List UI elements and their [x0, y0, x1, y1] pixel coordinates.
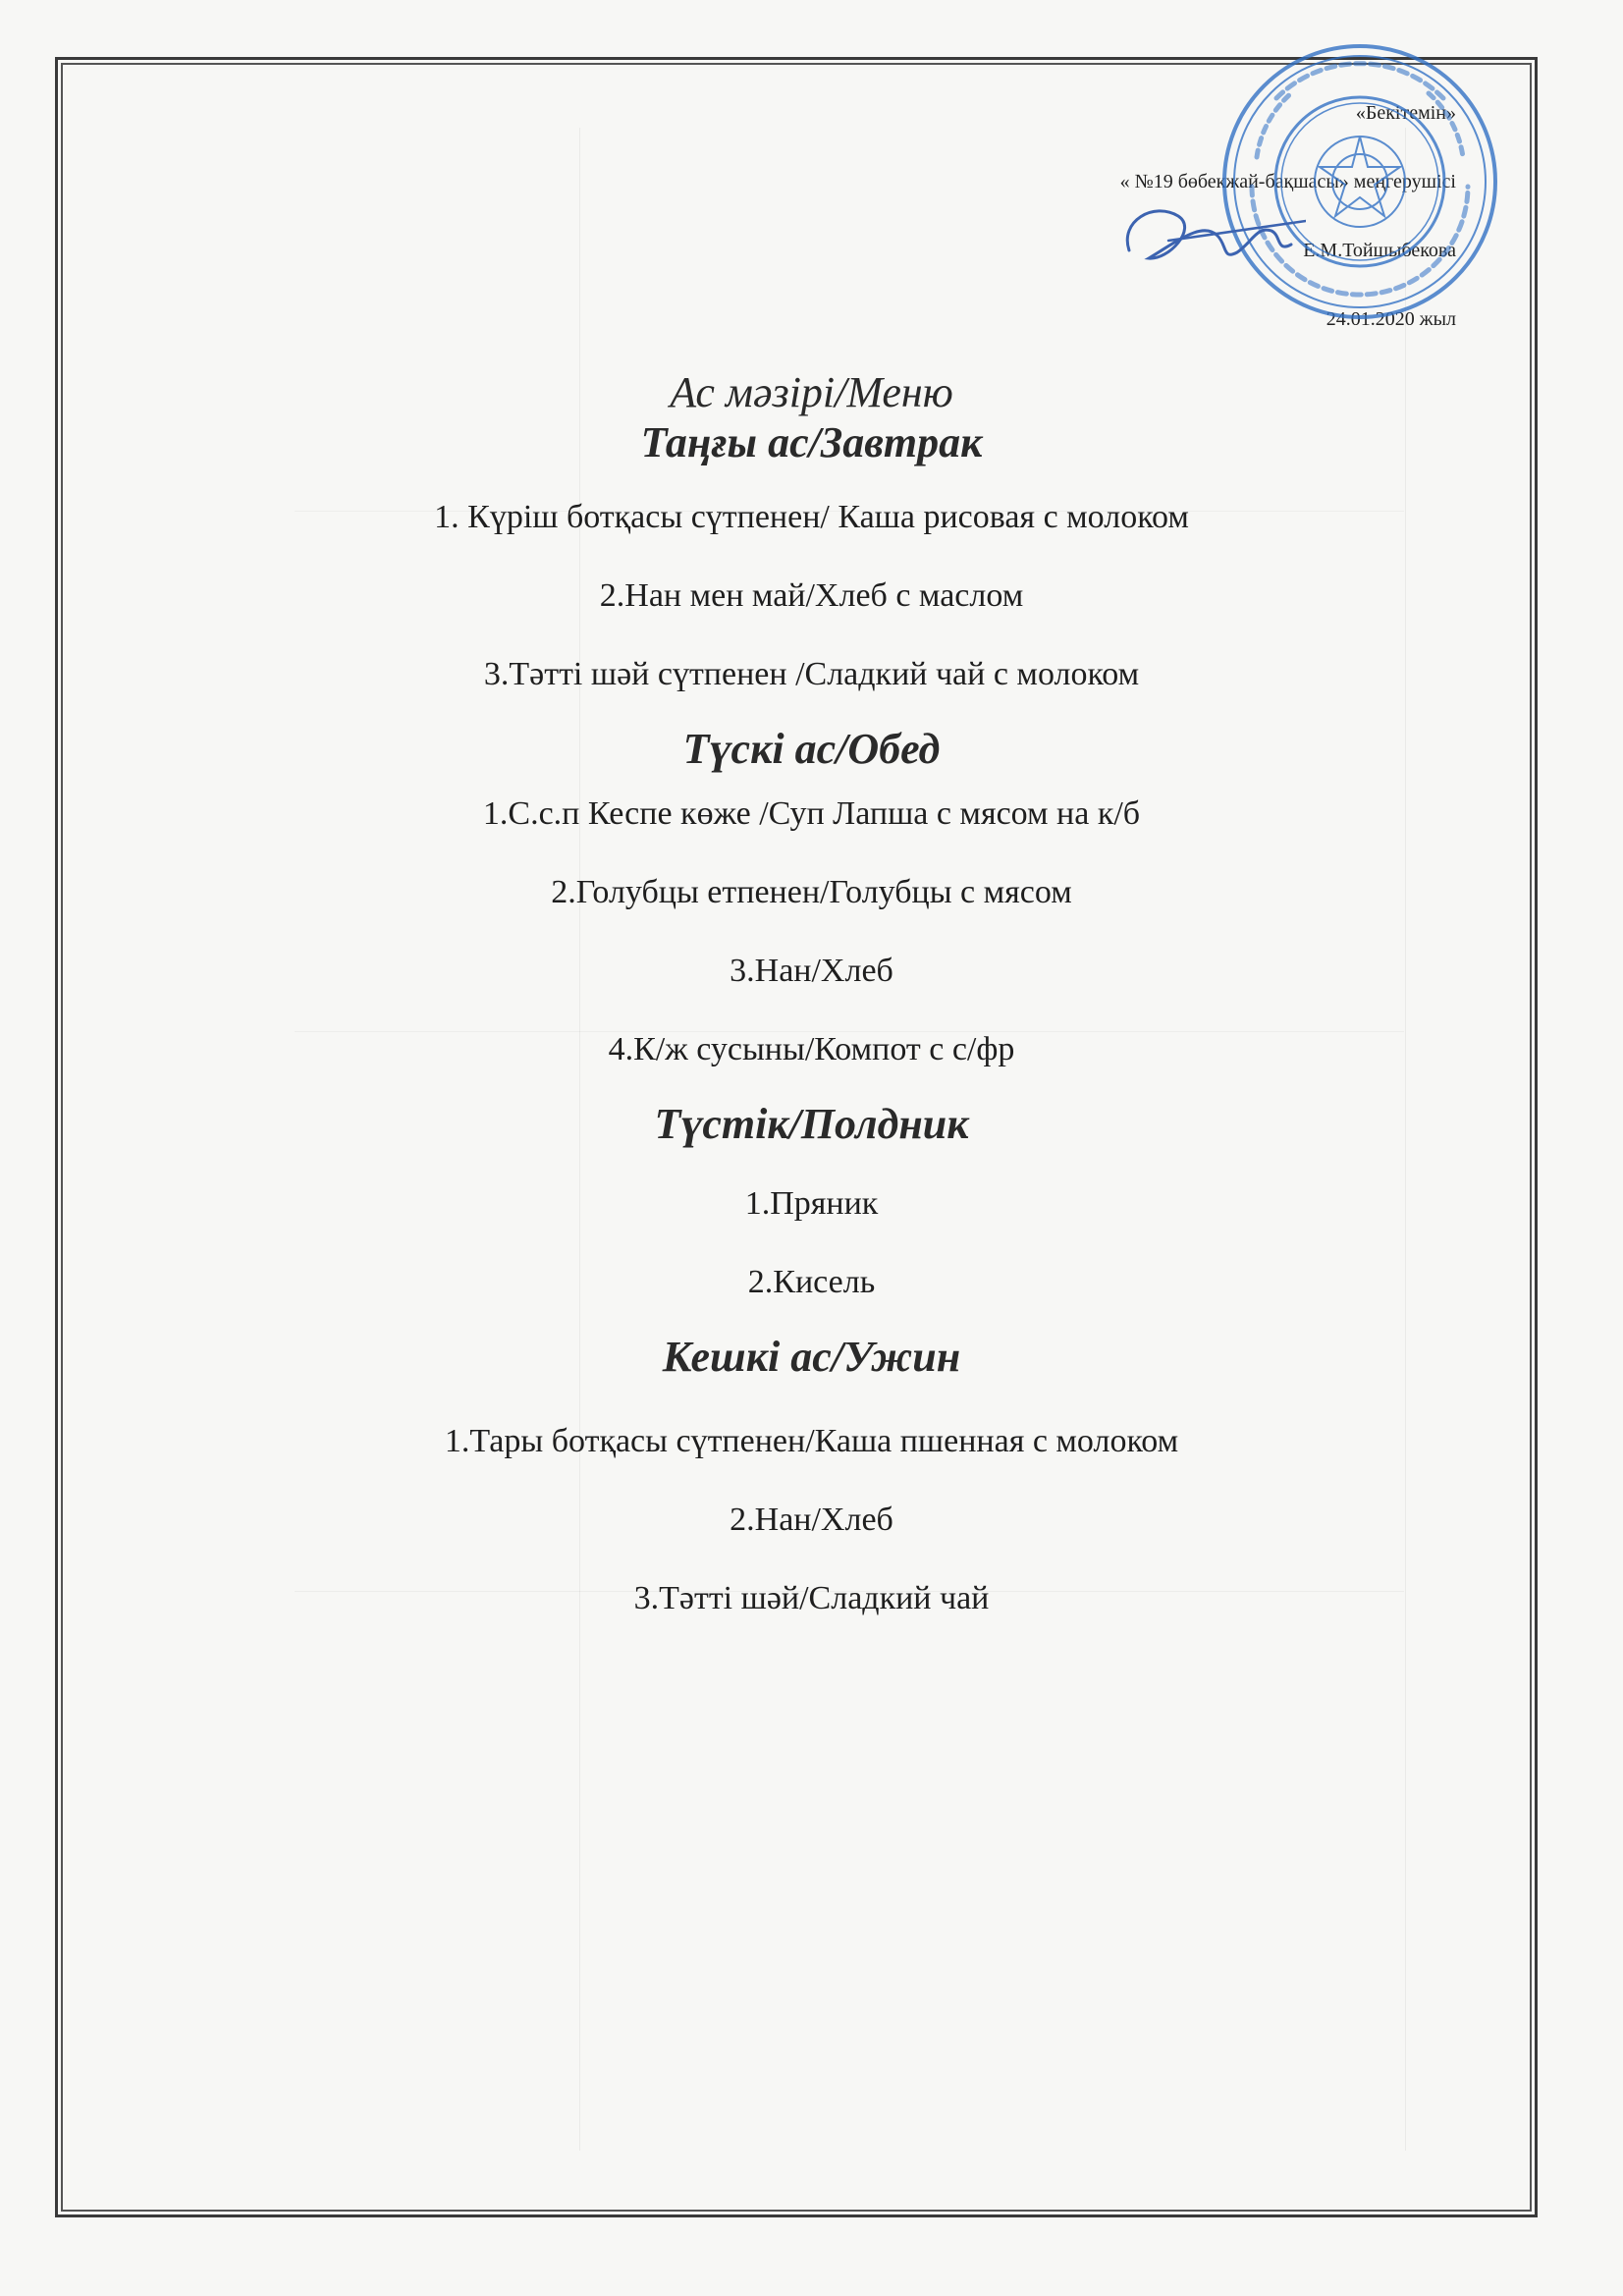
section-title: Кешкі ас/Ужин	[662, 1333, 961, 1381]
menu-item: 3.Тәтті шәй/Сладкий чай	[633, 1580, 990, 1616]
menu-item: 3.Тәтті шәй сүтпенен /Сладкий чай с молоком	[483, 656, 1140, 692]
section-title: Түстік/Полдник	[654, 1100, 969, 1148]
menu-item: 2.Голубцы етпенен/Голубцы с мясом	[551, 874, 1072, 910]
menu-item: 1.С.с.п Кеспе көже /Суп Лапша с мясом на к/б	[482, 795, 1141, 832]
section-lunch	[0, 724, 1623, 1069]
section-breakfast	[0, 417, 1623, 694]
approval-line-1: «Бекітемін»	[1355, 102, 1456, 124]
menu-item: 1.Тары ботқасы сүтпенен/Каша пшенная с молоком	[444, 1423, 1179, 1459]
menu-item: 1. Күріш ботқасы сүтпенен/ Каша рисовая с молоком	[434, 499, 1189, 535]
approval-line-4: 24.01.2020 жыл	[1325, 308, 1456, 330]
section-dinner	[0, 1332, 1623, 1618]
section-snack	[0, 1099, 1623, 1302]
menu-item: 2.Нан мен май/Хлеб с маслом	[599, 577, 1024, 614]
menu-item: 2.Нан/Хлеб	[730, 1502, 893, 1538]
menu-item: 2.Кисель	[747, 1264, 876, 1300]
section-title: Таңғы ас/Завтрак	[640, 418, 983, 466]
approval-line-3: Е.М.Тойшыбекова	[1303, 240, 1456, 261]
menu-item: 3.Нан/Хлеб	[730, 953, 893, 989]
signature-icon	[1109, 182, 1306, 290]
menu	[0, 368, 1623, 1618]
section-title: Түскі ас/Обед	[682, 725, 941, 773]
menu-item: 4.К/ж сусыны/Компот с с/фр	[608, 1031, 1015, 1067]
menu-item: 1.Пряник	[744, 1185, 879, 1222]
approval-line-2: « №19 бөбекжай-бақшасы» меңгерушісі	[1119, 171, 1456, 192]
menu-title: Ас мәзірі/Меню	[670, 368, 953, 416]
